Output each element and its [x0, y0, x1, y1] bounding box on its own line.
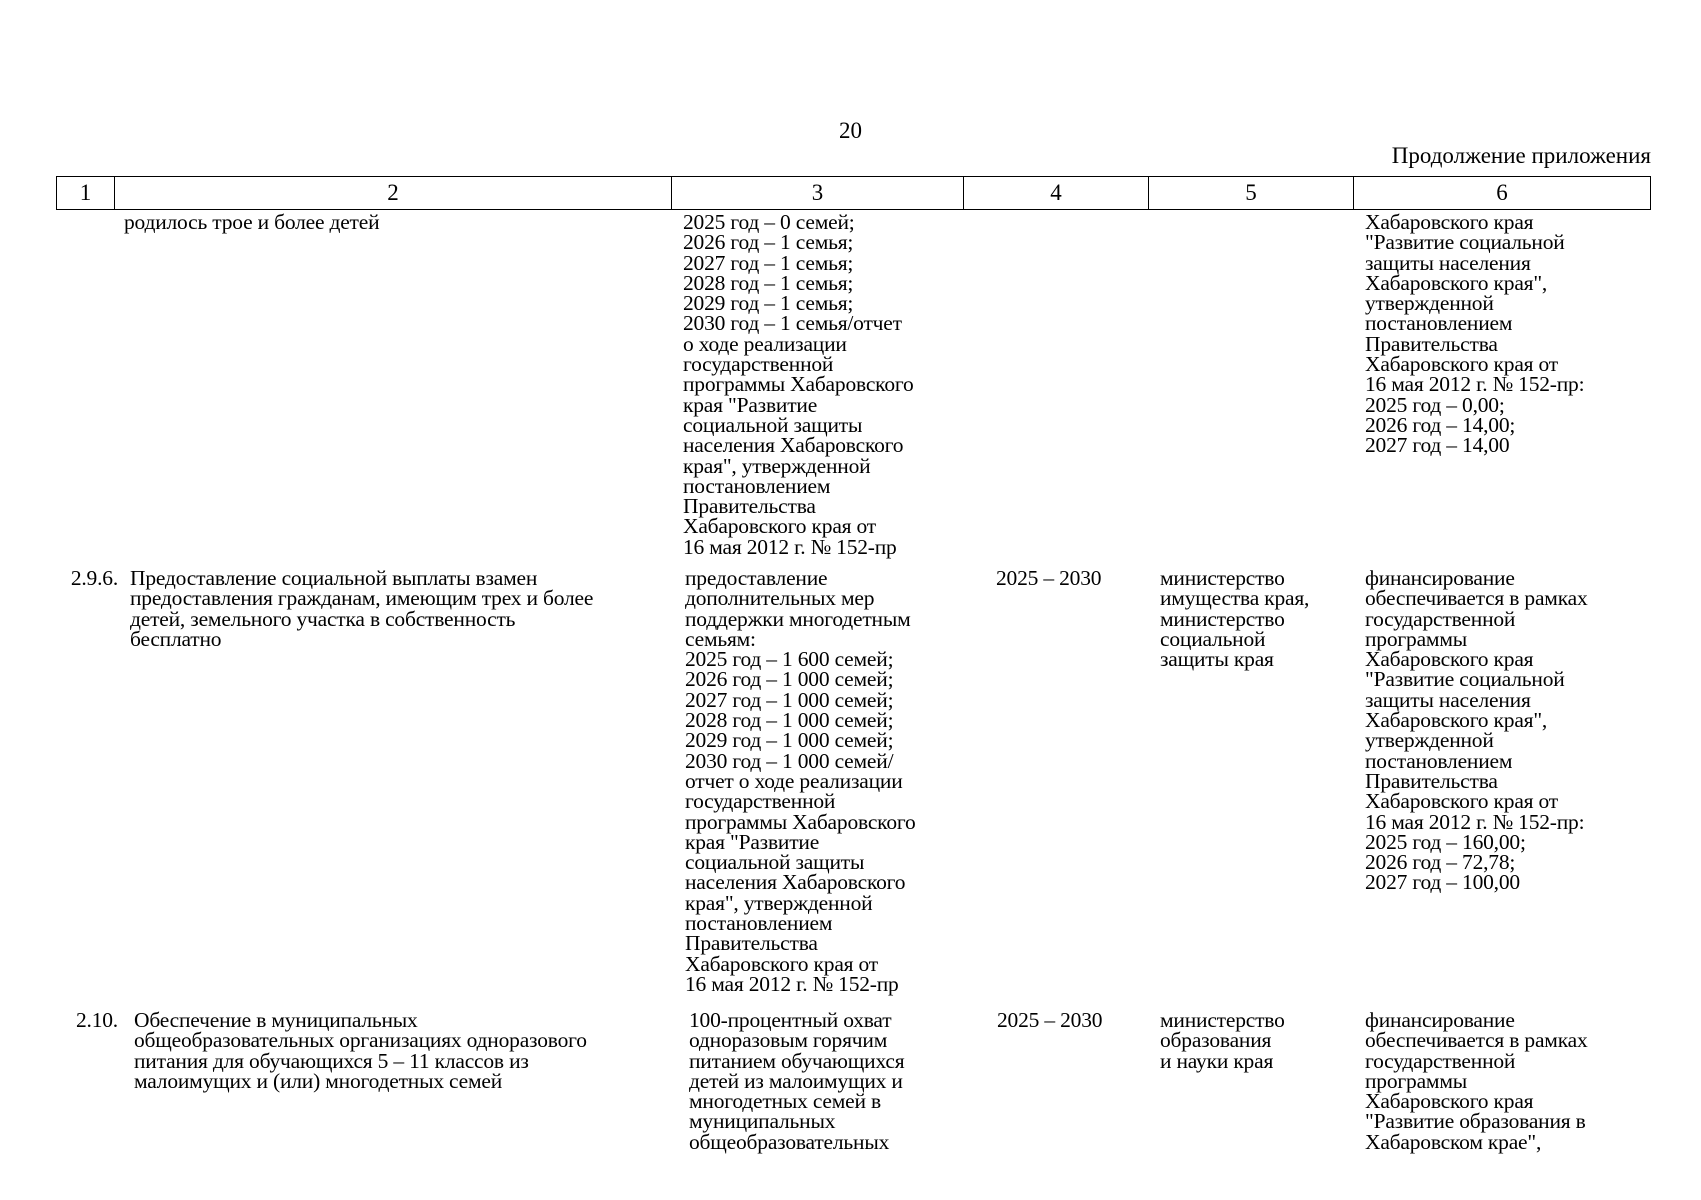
row-3-name: Обеспечение в муниципальных общеобразовательных организациях одноразового питания для обучающихся 5 – 11 классов из малоимущих и (или) многодетных семей	[134, 1008, 587, 1093]
row-2-executor: министерство имущества края, министерство социальной защиты края	[1160, 566, 1310, 672]
header-col-6: 6	[1354, 177, 1651, 210]
row-1-name: родилось трое и более детей	[124, 210, 380, 234]
header-col-5: 5	[1149, 177, 1354, 210]
row-2-period: 2025 – 2030	[996, 566, 1102, 590]
page-number: 20	[839, 118, 862, 143]
row-1-financing: Хабаровского края "Развитие социальной защиты населения Хабаровского края", утвержденной постановлением Правительства Хабаровского края от 16 мая 2012 г. № 152-пр: 2025 год – 0,00; 2026 год – 14,00; 2027 год – 14,00	[1365, 210, 1585, 458]
row-1-indicator: 2025 год – 0 семей; 2026 год – 1 семья; 2027 год – 1 семья; 2028 год – 1 семья; 2029 год – 1 семья; 2030 год – 1 семья/отчет о ходе реализации государственной программы Хабаровского края "Развитие социальной защиты населения Хабаровского края", утвержденной постановлением Правительства Хабаровского края от 16 мая 2012 г. № 152-пр	[683, 210, 914, 559]
row-2-number: 2.9.6.	[70, 566, 118, 590]
row-3-executor: министерство образования и науки края	[1160, 1008, 1285, 1073]
header-col-2: 2	[115, 177, 672, 210]
row-3-number: 2.10.	[75, 1008, 118, 1032]
row-2-name: Предоставление социальной выплаты взамен предоставления гражданам, имеющим трех и более детей, земельного участка в собственность бесплатно	[130, 566, 594, 651]
header-col-4: 4	[964, 177, 1149, 210]
table-header	[56, 176, 1651, 210]
row-3-indicator: 100-процентный охват одноразовым горячим питанием обучающихся детей из малоимущих и многодетных семей в муниципальных общеобразовательных	[689, 1008, 905, 1154]
row-2-indicator: предоставление дополнительных мер поддержки многодетным семьям: 2025 год – 1 600 семей; 2026 год – 1 000 семей; 2027 год – 1 000 семей; 2028 год – 1 000 семей; 2029 год – 1 000 семей; 2030 год – 1 000 семей/ отчет о ходе реализации государственной программы Хабаровского края "Развитие социальной защиты населения Хабаровского края", утвержденной постановлением Правительства Хабаровского края от 16 мая 2012 г. № 152-пр	[685, 566, 916, 996]
continuation-label: Продолжение приложения	[1391, 143, 1651, 168]
row-3-financing: финансирование обеспечивается в рамках государственной программы Хабаровского края "Развитие образования в Хабаровском крае",	[1365, 1008, 1588, 1154]
header-col-3: 3	[672, 177, 964, 210]
header-col-1: 1	[57, 177, 115, 210]
row-3-period: 2025 – 2030	[997, 1008, 1103, 1032]
row-2-financing: финансирование обеспечивается в рамках государственной программы Хабаровского края "Развитие социальной защиты населения Хабаровского края", утвержденной постановлением Правительства Хабаровского края от 16 мая 2012 г. № 152-пр: 2025 год – 160,00; 2026 год – 72,78; 2027 год – 100,00	[1365, 566, 1588, 895]
